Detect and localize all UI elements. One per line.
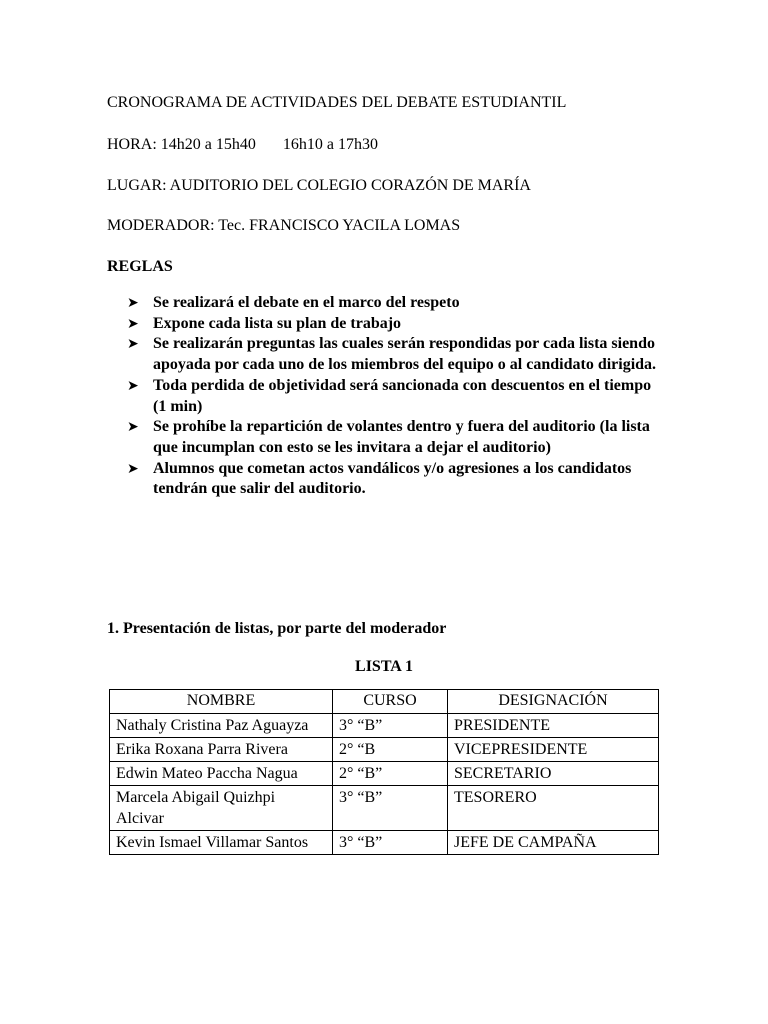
table-row: [110, 738, 659, 762]
arrowhead-bullet-icon: ➤: [127, 377, 139, 394]
cell-designacion: TESORERO: [448, 786, 659, 831]
cell-designacion: PRESIDENTE: [448, 714, 659, 738]
cell-curso: 3° “B”: [333, 714, 448, 738]
rules-list: [127, 293, 667, 500]
rules-heading: REGLAS: [107, 258, 173, 275]
table-row: [110, 714, 659, 738]
hora-first-range: HORA: 14h20 a 15h40: [107, 136, 256, 153]
hora-second-range: 16h10 a 17h30: [282, 136, 378, 153]
arrowhead-bullet-icon: ➤: [127, 315, 139, 332]
rule-item: [127, 376, 667, 417]
rule-item: [127, 314, 667, 335]
document-title: CRONOGRAMA DE ACTIVIDADES DEL DEBATE ESTUDIANTIL: [107, 94, 567, 111]
rule-item: [127, 334, 667, 375]
column-header-designacion: DESIGNACIÓN: [448, 690, 659, 714]
candidates-table: [109, 689, 659, 855]
arrowhead-bullet-icon: ➤: [127, 460, 139, 477]
table-row: [110, 786, 659, 831]
rule-text: Expone cada lista su plan de trabajo: [153, 314, 402, 332]
cell-nombre: Erika Roxana Parra Rivera: [110, 738, 333, 762]
cell-nombre: Edwin Mateo Paccha Nagua: [110, 762, 333, 786]
list-title: LISTA 1: [355, 658, 413, 675]
cell-curso: 2° “B”: [333, 762, 448, 786]
column-header-nombre: NOMBRE: [110, 690, 333, 714]
moderator-line: MODERADOR: Tec. FRANCISCO YACILA LOMAS: [107, 217, 461, 234]
rule-text: Se realizarán preguntas las cuales serán respondidas por cada lista siendo apoyada por cada uno de los miembros del equipo o al candidato dirigida.: [153, 335, 657, 374]
cell-curso: 3° “B”: [333, 786, 448, 831]
arrowhead-bullet-icon: ➤: [127, 295, 139, 311]
rule-item: [127, 293, 667, 314]
cell-curso: 3° “B”: [333, 831, 448, 855]
rule-text: Se prohíbe la repartición de volantes dentro y fuera del auditorio (la lista que incumplan con esto se les invitara a dejar el auditorio): [153, 418, 650, 456]
column-header-curso: CURSO: [333, 690, 448, 714]
cell-designacion: VICEPRESIDENTE: [448, 738, 659, 762]
table-row: [110, 762, 659, 786]
rule-item: [127, 459, 667, 500]
section-heading: 1. Presentación de listas, por parte del moderador: [107, 620, 447, 637]
cell-nombre: Kevin Ismael Villamar Santos: [110, 831, 333, 855]
arrowhead-bullet-icon: ➤: [127, 336, 139, 353]
arrowhead-bullet-icon: ➤: [127, 419, 139, 436]
rule-text: Se realizará el debate en el marco del respeto: [153, 294, 460, 311]
rule-text: Toda perdida de objetividad será sancionada con descuentos en el tiempo (1 min): [153, 376, 652, 415]
venue-line: LUGAR: AUDITORIO DEL COLEGIO CORAZÓN DE MARÍA: [107, 177, 531, 194]
table-row: [110, 831, 659, 855]
rule-item: [127, 417, 667, 458]
cell-nombre: Nathaly Cristina Paz Aguayza: [110, 714, 333, 738]
schedule-hours: [107, 135, 378, 155]
cell-curso: 2° “B: [333, 738, 448, 762]
cell-designacion: SECRETARIO: [448, 762, 659, 786]
rule-text: Alumnos que cometan actos vandálicos y/o agresiones a los candidatos tendrán que salir del auditorio.: [153, 459, 632, 498]
cell-nombre: Marcela Abigail Quizhpi Alcivar: [110, 786, 333, 831]
cell-designacion: JEFE DE CAMPAÑA: [448, 831, 659, 855]
table-header-row: [110, 690, 659, 714]
